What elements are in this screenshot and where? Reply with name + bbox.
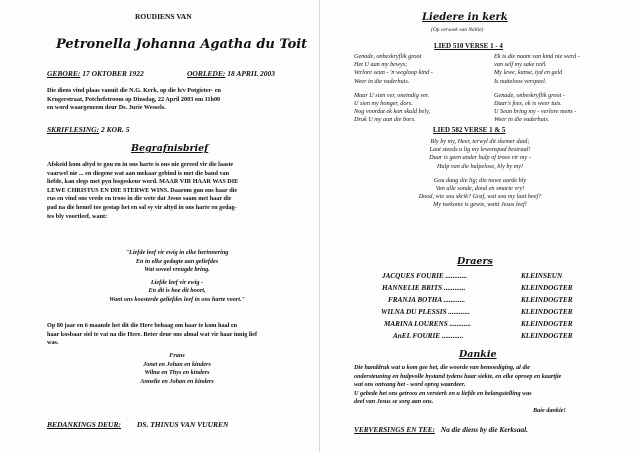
bearer-row: MARINA LOURENS ............ — [384, 320, 472, 328]
thanks-value: DS. THINUS VAN VUUREN — [136, 420, 229, 429]
thanks-title: Dankie — [459, 349, 497, 360]
song2-heading: LIED 582 VERSE 1 & 5 — [433, 126, 506, 134]
bearer-row: AnEL FOURIE ............ — [393, 332, 464, 340]
thanks-body: Die handdruk wat u kom gee het, die woorde van bemoediging, al die ondersteuning en hulpvolle bystand tydens haar siekte, en elke oproep en kaartjie wat ons ontvang het - word opreg waardeer. U gebede het ons getroos en versterk en u liefde en belangstelling was deel van Jesus se sorg aan ons. — [354, 364, 562, 406]
song2-verses: Bly by my, Heer, terwyl dit skemer daal; Laat steeds u lig my lewenspad bestraal! Daar is geen ander hulp of troos vir my - Hulp van die hulpelose, bly by my! Gou daag die lig; die nuwe aarde bly Van alle sonde, dood en smarte vry! Dood, wie sou skrik? Graf, wat sou my laat beef? My toekoms is gewis, want Jesus leef! — [418, 138, 542, 209]
bearer-relation: KLEINSEUN — [521, 272, 563, 280]
bearer-relation: KLEINDOGTER — [521, 320, 573, 328]
right-page — [320, 0, 639, 452]
bearer-row: WILNA DU PLESSIS ............ — [381, 308, 470, 316]
reading-label: SKRIFLESING: — [47, 125, 100, 134]
service-details: Die diens vind plaas vanuit die N.G. Kerk, op die h/v Potgieter- en Krugerstraat, Potchefstroom op Dinsdag, 22 April 2003 om 11h00 en word waargeneem deur Ds. Jurie Wessels. — [47, 87, 221, 112]
closing-paragraph: Op 80 jaar en 6 maande het dit die Here behaag om haar te kom haal en haar kosbaar siel te vat na die Here. Beter deur ons almal wat vir haar innig lief was. — [47, 322, 258, 347]
bearers-title: Draers — [457, 256, 493, 267]
thanks-label: BEDANKINGS DEUR: — [47, 420, 121, 429]
service-header: ROUDIENS VAN — [135, 12, 192, 21]
deceased-name: Petronella Johanna Agatha du Toit — [56, 37, 308, 52]
died-label: OORLEDE: — [187, 69, 226, 78]
died-date: 18 APRIL 2003 — [227, 69, 275, 78]
bearer-row: JACQUES FOURIE ............ — [382, 272, 468, 280]
song1-left-column: Genade, onbeskryflik groot Het U aan my bewys; Verlore seun - 'n wegloop kind - Weer in die vaderhuis. Maar U sien ver, oneindig ver. U sien my honger, dors. Nog voordat ek kon skuld bely, Druk U my aan die bors. — [354, 53, 433, 124]
reading-value: 2 KOR. 5 — [100, 125, 130, 134]
poem: "Liefde leef vir ewig in elke herinnering En in elke gedagte aan geliefdes Wat soveel vreugde bring. Liefde leef vir ewig - En dit is hoe dit hoort, Want ons koesterde geliefdes leef in ons harte voort." — [109, 249, 245, 303]
song1-right-column: Ek is die naam van kind nie werd - van self my sake reël. My lewe, kanse, tyd en geld Is nutteloos verspeel. Genade, onbeskryflik groot - Daar's fees, ek is weer tuis. U Seun bring my - verlore mens - Weer in die vaderhuis. — [494, 53, 580, 124]
bearer-row: HANNELIE BRITS ............ — [382, 284, 466, 292]
thanks-signoff: Baie dankie! — [533, 407, 566, 414]
refreshments-label: VERVERSINGS EN TEE: — [354, 425, 435, 434]
bearer-relation: KLEINDOGTER — [521, 284, 573, 292]
bearer-relation: KLEINDOGTER — [521, 308, 573, 316]
song1-heading: LIED 510 VERSE 1 - 4 — [434, 42, 503, 50]
born-label: GEBORE: — [47, 69, 81, 78]
bearer-relation: KLEINDOGTER — [521, 296, 573, 304]
left-page — [0, 0, 319, 452]
bearer-relation: KLEINDOGTER — [521, 332, 573, 340]
songs-subtitle: (Op versoek van Nellie) — [431, 27, 484, 33]
refreshments-value: Na die diens by die Kerksaal. — [440, 425, 528, 434]
family-list: Frans Jonet en Johan en kinders Wilna en Thys en kinders Annelie en Johan en kinders — [140, 352, 214, 385]
songs-title: Liedere in kerk — [422, 12, 508, 23]
letter-title: Begrafnisbrief — [131, 143, 209, 154]
letter-body: Afskeid kom altyd te gou en in ons harte is ons nie gereed vir die laaste vaarwel nie ... en diegene wat aan mekaar gebind is met die band van liefde, kan slegs met pyn losgeskeur word. MAAR VIR HAAR WAS DIE LEWE CHRISTUS EN DIE STERWE WINS. Daarom gun ons haar die rus en vind ons vrede en troos in die wete dat Jesus saam met haar die pad na die hemel toe gestap het en sal sy vir altyd in ons harte en gedag- tes bly voortleef, want: — [47, 161, 239, 220]
born-date: 17 OKTOBER 1922 — [82, 69, 144, 78]
bearer-row: FRANJA BOTHA ............ — [388, 296, 466, 304]
